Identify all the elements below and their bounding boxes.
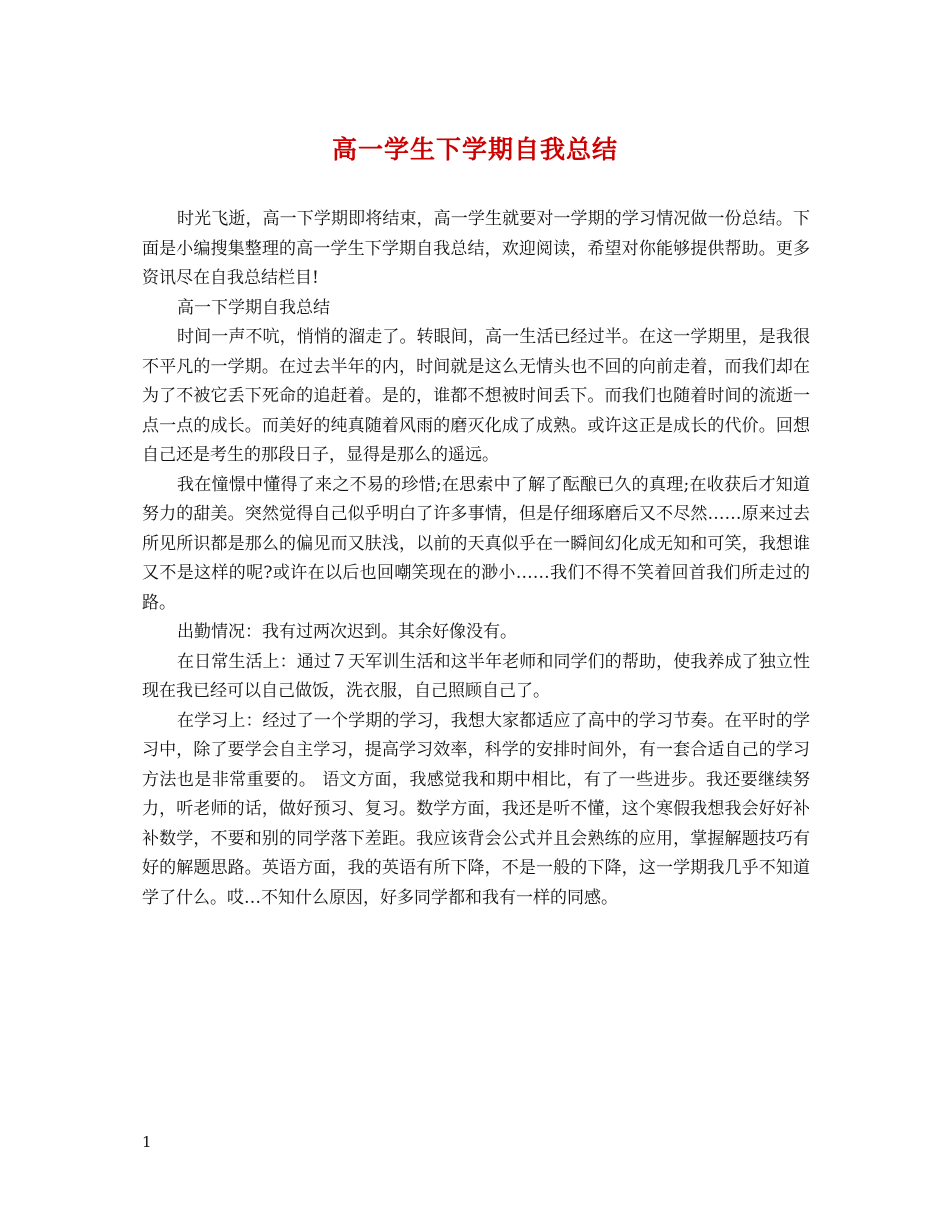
document-title: 高一学生下学期自我总结 [331, 135, 618, 164]
paragraph-attendance: 出勤情况：我有过两次迟到。其余好像没有。 [177, 622, 517, 642]
document-body [142, 205, 810, 913]
paragraph-subheading: 高一下学期自我总结 [177, 297, 330, 318]
paragraph-study: 在学习上：经过了一个学期的学习，我想大家都适应了高中的学习节奏。在平时的学习中，除了要学会自主学习，提高学习效率，科学的安排时间外，有一套合适自己的学习方法也是非常重要的。 语文方面，我感觉我和期中相比，有了一些进步。我还要继续努力，听老师的话，做好预习、复习。数学方面，我还是听不懂，这个寒假我想我会好好补补数学，不要和别的同学落下差距。我应该背会公式并且会熟练的应用，掌握解题技巧有好的解题思路。英语方面，我的英语有所下降，不是一般的下降，这一学期我几乎不知道学了什么。哎…不知什么原因，好多同学都和我有一样的同感。 [142, 710, 810, 908]
paragraph-intro: 时光飞逝，高一下学期即将结束，高一学生就要对一学期的学习情况做一份总结。下面是小编搜集整理的高一学生下学期自我总结，欢迎阅读，希望对你能够提供帮助。更多资讯尽在自我总结栏目! [142, 209, 810, 288]
paragraph-time: 时间一声不吭，悄悄的溜走了。转眼间，高一生活已经过半。在这一学期里，是我很不平凡的一学期。在过去半年的内，时间就是这么无情头也不回的向前走着，而我们却在为了不被它丢下死命的追赶着。是的，谁都不想被时间丢下。而我们也随着时间的流逝一点一点的成长。而美好的纯真随着风雨的磨灭化成了成熟。或许这正是成长的代价。回想自己还是考生的那段日子，显得是那么的遥远。 [142, 327, 810, 465]
paragraph-growth: 我在憧憬中懂得了来之不易的珍惜;在思索中了解了酝酿已久的真理;在收获后才知道努力的甜美。突然觉得自己似乎明白了许多事情，但是仔细琢磨后又不尽然……原来过去所见所识都是那么的偏见而又肤浅，以前的天真似乎在一瞬间幻化成无知和可笑，我想谁又不是这样的呢?或许在以后也回嘲笑现在的渺小……我们不得不笑着回首我们所走过的路。 [142, 474, 810, 613]
page-number: 1 [142, 1133, 152, 1151]
paragraph-daily-life: 在日常生活上：通过７天军训生活和这半年老师和同学们的帮助，使我养成了独立性现在我已经可以自己做饭，洗衣服，自己照顾自己了。 [142, 651, 810, 701]
